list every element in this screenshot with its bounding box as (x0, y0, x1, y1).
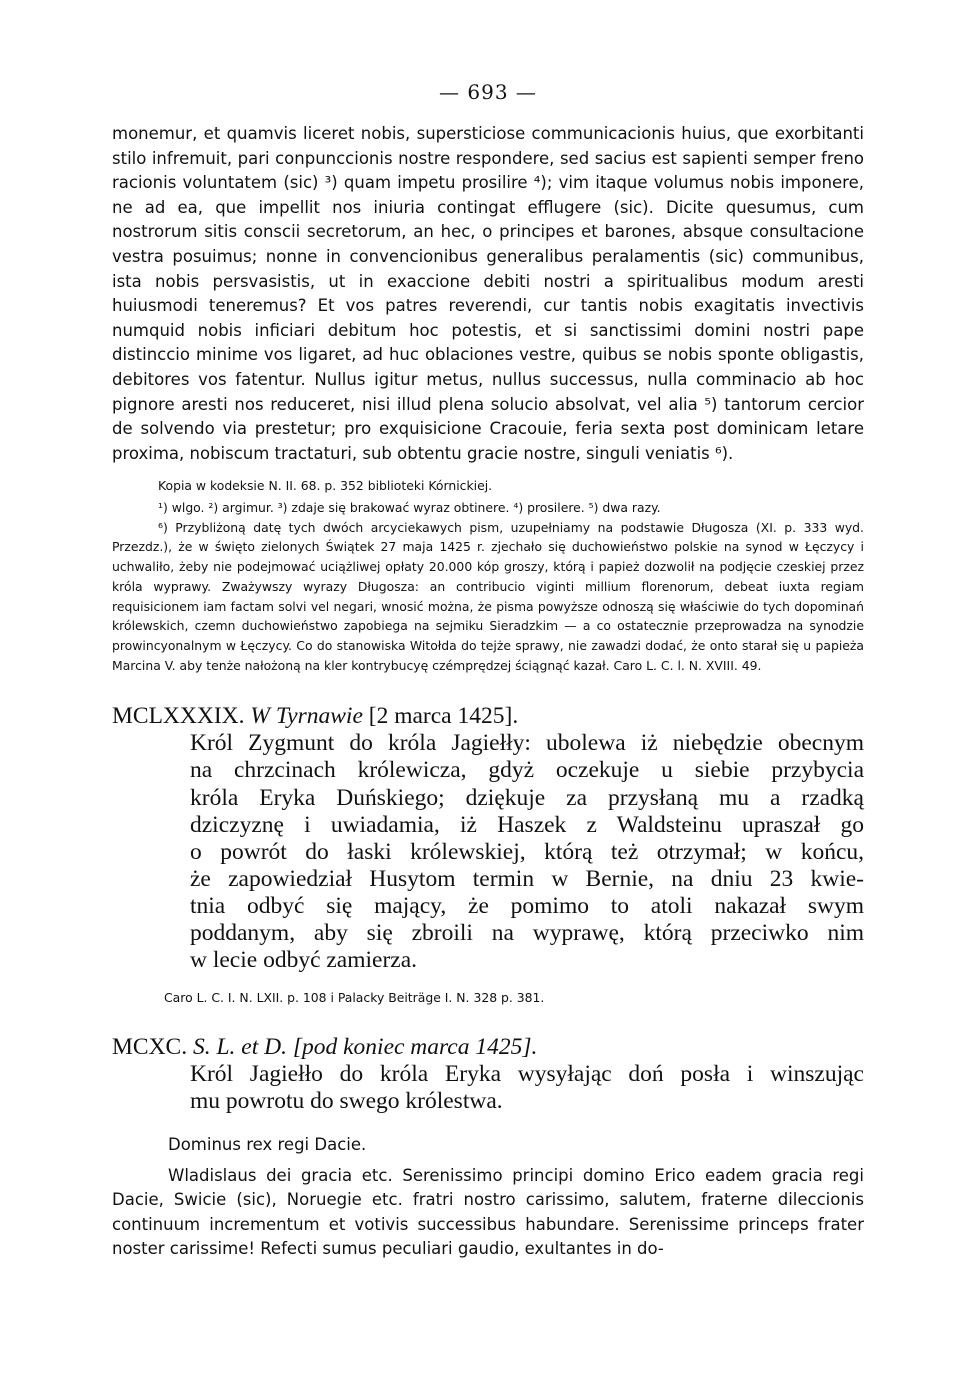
entry-number: MCLXXXIX. (112, 703, 245, 730)
summary-line: Król Jagiełło do króla Eryka wysyłając doń posła i winszując (190, 1060, 864, 1087)
entry-place: W Tyrnawie (250, 703, 363, 730)
summary-line: poddanym, aby się zbroili na wyprawę, którą przeciwko nim (190, 920, 864, 946)
summary-line: tnia odbyć się mający, że pomimo to atoli nakazał swym (190, 892, 864, 919)
footnotes-line: ¹) wlgo. ²) argimur. ³) zdaje się brakować wyraz obtinere. ⁴) prosilere. ⁵) dwa razy. (158, 500, 661, 516)
entry-date: [pod koniec marca 1425]. (292, 1033, 538, 1060)
entry-summary-1189 (190, 730, 864, 974)
entry-number: MCXC. (112, 1033, 188, 1060)
footnote-6: ⁶) Przybliżoną datę tych dwóch arcyciekawych pism, uzupełniamy na podstawie Długosza (XI. p. 333 wyd. Przezdz.), że w święto zielonych Świątek 27 maja 1425 r. zjechało się duchowieństwo polskie na synod w Łęczycy i uchwaliło, żeby nie podejmować uciążliwej opłaty 20.000 kóp groszy, którą i papież dozwolił na podjęcie czeskiej przez króla wyprawy. Zważywszy wyrazy Długosza: an contribucio viginti millium florenorum, debeat iuxta regiam requisicionem iam factam solvi vel negari, wnosić można, że pisma powyższe odnoszą się właściwie do tych dopominań królewskich, czemn duchowieństwo zapobiega na sejmiku Sieradzkim — a co ostatecznie przeprowadza na synodzie prowincyonalnym w Łęczycy. Co do stanowiska Witołda do tejże sprawy, nie zawadzi dodać, że onto starał się u papieża Marcina V. aby tenże nałożoną na kler kontrybucyę czémprędzej ściągnąć kazał. Caro L. C. l. N. XVIII. 49. (112, 519, 864, 673)
entry-source-1189: Caro L. C. I. N. LXII. p. 108 i Palacky Beiträge I. N. 328 p. 381. (164, 990, 545, 1006)
entry-place: S. L. et D. (192, 1033, 287, 1060)
summary-line: mu powrotu do swego królestwa. (190, 1087, 503, 1114)
summary-line: dziczyznę i uwiadamia, iż Haszek z Waldsteinu upraszał go (190, 811, 864, 838)
summary-line: o powrót do łaski królewskiej, którą też otrzymał; w końcu, (190, 838, 864, 865)
summary-line: na chrzcinach królewicza, gdyż oczekuje u siebie przybycia (190, 757, 864, 784)
main-paragraph: monemur, et quamvis liceret nobis, supersticiose communicacionis huius, que exorbitanti stilo infremuit, pari conpunccionis nostre respondere, sed sacius est sapienti semper freno racionis voluntatem (sic) ³) quam impetu prosilire ⁴); vim itaque volumus nobis imponere, ne ad ea, que impellit nos iniuria contingat efflugere (sic). Dicite quesumus, cum nostrorum sitis conscii secretorum, an hec, o principes et barones, absque consultacione vestra posuimus; nonne in convencionibus generalibus peralamentis (sic) communibus, ista nobis persvasistis, ut in exaccione debiti nostri a spiritualibus modum aresti huiusmodi teneremus? Et vos patres reverendi, cur tantis nobis exagitatis invectivis numquid nobis inficiari debitum hoc potestis, et si sanctissimi domini nostri pape distinccio minime vos ligaret, ad huc oblaciones vestre, quibus se nobis sponte obligastis, debitores vos fatentur. Nullus igitur metus, nullus successus, nulla comminacio ab hoc pignore aresti nos reduceret, nisi illud plena solucio absolvat, vel alia ⁵) tantorum cercior de solvendo via prestetur; pro exquisicione Cracouie, feria sexta post dominicam letare proxima, nobiscum tractaturi, sub obtentu gracie nostre, singuli veniatis ⁶). (112, 124, 864, 463)
page-number: — 693 — (439, 80, 537, 104)
entry-heading-1190 (112, 1034, 864, 1061)
entry-date: [2 marca 1425]. (368, 703, 519, 730)
summary-line: króla Eryka Duńskiego; dziękuje za przysłaną mu a rzadką (190, 784, 864, 811)
summary-line: w lecie odbyć zamierza. (190, 947, 418, 974)
entry-summary-1190 (190, 1061, 864, 1115)
summary-line: Król Zygmunt do króla Jagiełły: ubolewa iż niebędzie obecnym (190, 730, 864, 757)
source-note: Kopia w kodeksie N. II. 68. p. 352 biblioteki Kórnickiej. (158, 478, 493, 494)
letter-body (112, 1164, 864, 1262)
document-page (112, 80, 864, 1262)
letter-text: Wladislaus dei gracia etc. Serenissimo principi domino Erico eadem gracia regi Dacie, Swicie (sic), Noruegie etc. fratri nostro carissimo, salutem, fraterne dileccionis continuum incrementum et votivis successibus habundare. Serenissime princeps frater noster carissime! Refecti sumus peculiari gaudio, exultantes in do- (112, 1165, 864, 1259)
letter-address: Dominus rex regi Dacie. (168, 1135, 367, 1155)
summary-line: że zapowiedział Husytom termin w Bernie, na dniu 23 kwie- (190, 865, 864, 892)
entry-heading-1189 (112, 703, 864, 730)
